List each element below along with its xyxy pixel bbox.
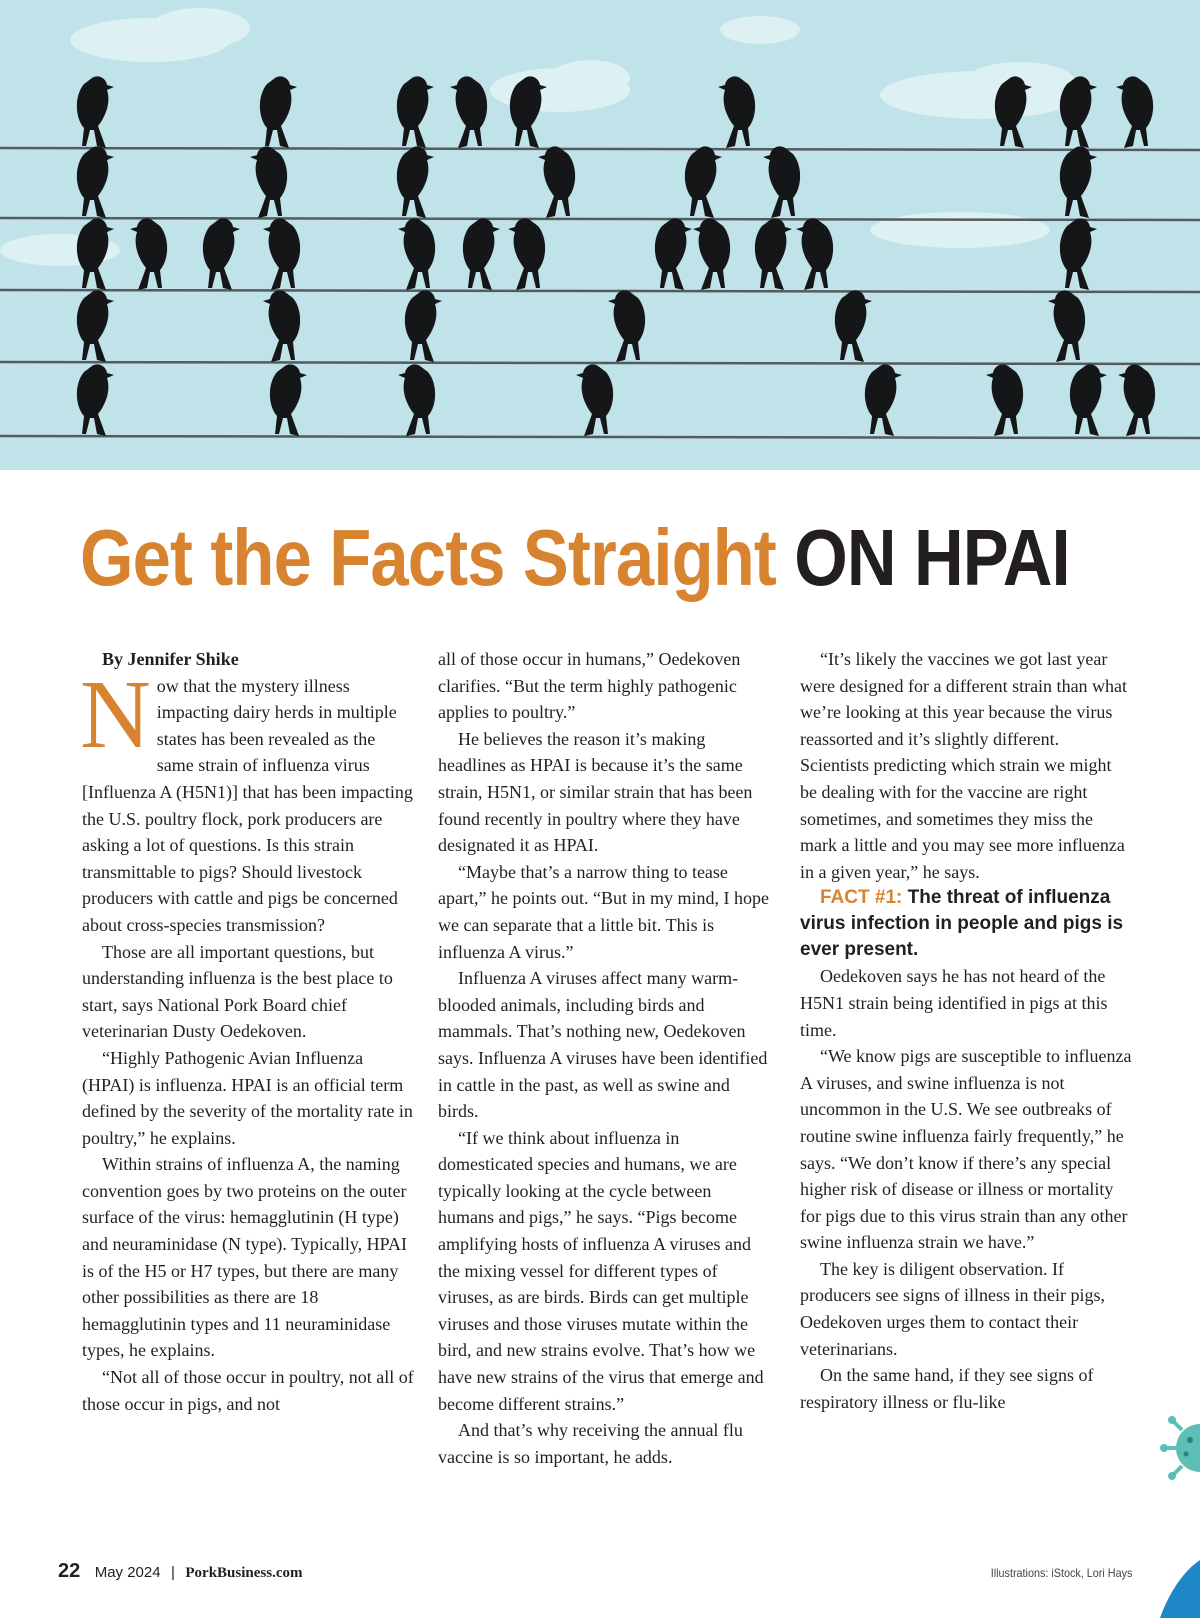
headline-part-2: ON HPAI <box>794 513 1070 602</box>
bird-silhouette <box>463 218 500 290</box>
bird-silhouette <box>77 146 114 218</box>
bird-silhouette <box>835 290 872 362</box>
page-footer <box>58 1560 302 1583</box>
bird-silhouette <box>755 218 792 290</box>
paragraph-10: “If we think about influenza in domesticated species and humans, we are typically looking at the cycle between humans and pigs,” he says. “Pigs become amplifying hosts of influenza A viruses and the mixing vessel for different types of viruses, as are birds. Birds can get multiple viruses and those viruses mutate within the bird, and new strains evolve. That’s how we have new strains of the virus that emerge and become different strains.” <box>438 1127 764 1414</box>
footer-separator: | <box>171 1564 175 1581</box>
bird-silhouette <box>608 290 645 362</box>
paragraph-2: Those are all important questions, but understanding influenza is the best place to start, says National Pork Board chief veterinarian Dusty Oedekoven. <box>82 941 393 1042</box>
website-link[interactable]: PorkBusiness.com <box>185 1565 303 1581</box>
bird-silhouette <box>77 76 114 148</box>
paragraph-12: “It’s likely the vaccines we got last year were designed for a different strain than what we’re looking at this year because the virus reassorted and it’s slightly different. Scientists predicting which strain we might be dealing with for the vaccine are right sometimes, and sometimes they miss the mark a little and you may see more influenza in a given year,” he says. <box>800 649 1128 882</box>
paragraph-9: Influenza A viruses affect many warm-blooded animals, including birds and mammals. That’s nothing new, Oedekoven says. Influenza A viruses have been identified in cattle in the past, as well as swine and birds. <box>438 968 768 1122</box>
bird-silhouette <box>1118 364 1155 436</box>
corner-accent-shape <box>1150 1560 1200 1618</box>
power-line-5 <box>0 436 1200 438</box>
bird-silhouette <box>1060 146 1097 218</box>
bird-silhouette <box>130 218 167 290</box>
paragraph-6: all of those occur in humans,” Oedekoven clarifies. “But the term highly pathogenic applies to poultry.” <box>438 649 741 723</box>
article-headline <box>80 508 1070 608</box>
bird-silhouette <box>1048 290 1085 362</box>
paragraph-15: The key is diligent observation. If producers see signs of illness in their pigs, Oedekoven urges them to contact their veterinarians. <box>800 1258 1105 1359</box>
column-2 <box>438 646 770 1470</box>
bird-silhouette <box>203 218 240 290</box>
bird-silhouette <box>270 364 307 436</box>
virus-icon <box>1160 1408 1200 1488</box>
fact-label: FACT #1: <box>820 887 903 909</box>
power-line-3 <box>0 290 1200 292</box>
bird-silhouette <box>986 364 1023 436</box>
paragraph-5: “Not all of those occur in poultry, not all of those occur in pigs, and not <box>82 1367 414 1414</box>
bird-silhouette <box>77 364 114 436</box>
bird-silhouette <box>1060 76 1097 148</box>
bird-silhouette <box>1116 76 1153 148</box>
paragraph-3: “Highly Pathogenic Avian Influenza (HPAI) is influenza. HPAI is an official term defined by the severity of the mortality rate in poultry,” he explains. <box>82 1047 413 1148</box>
bird-silhouette <box>508 218 545 290</box>
bird-silhouette <box>398 218 435 290</box>
birds-on-wires-illustration <box>0 0 1200 470</box>
bird-silhouette <box>796 218 833 290</box>
bird-silhouette <box>398 364 435 436</box>
headline-part-1: Get the Facts Straight <box>80 513 776 602</box>
paragraph-11: And that’s why receiving the annual flu vaccine is so important, he adds. <box>438 1420 743 1467</box>
bird-silhouette <box>576 364 613 436</box>
bird-silhouette <box>263 218 300 290</box>
paragraph-8: “Maybe that’s a narrow thing to tease apart,” he points out. “But in my mind, I hope we can separate that a little bit. This is influenza A virus.” <box>438 861 769 962</box>
bird-silhouette <box>405 290 442 362</box>
page-number: 22 <box>58 1560 81 1582</box>
paragraph-1 <box>80 660 414 939</box>
bird-silhouette <box>263 290 300 362</box>
paragraph-1-text: ow that the mystery illness impacting dairy herds in multiple states has been revealed as the same strain of influenza virus [Influenza A (H5N1)] that has been impacting the U.S. poultry flock, pork producers are asking a lot of questions. Is this strain transmittable to pigs? Should livestock producers with cattle and pigs be concerned about cross-species transmission? <box>82 675 413 935</box>
cloud-group <box>0 8 1080 266</box>
bird-silhouette <box>397 76 434 148</box>
power-line-4 <box>0 362 1200 364</box>
drop-cap: N <box>80 660 151 769</box>
issue-date: May 2024 <box>94 1564 161 1581</box>
bird-silhouette <box>1060 218 1097 290</box>
paragraph-7: He believes the reason it’s making headlines as HPAI is because it’s the same strain, H5N1, or similar strain that has been found recently in poultry where they have designated it as HPAI. <box>438 728 753 856</box>
fact-heading <box>800 885 1132 963</box>
byline: By Jennifer Shike <box>102 649 239 669</box>
bird-silhouette <box>250 146 287 218</box>
bird-silhouette <box>450 76 487 148</box>
column-1 <box>82 646 414 1417</box>
fact-text: The threat of influenza virus infection in people and pigs is ever present. <box>800 887 1124 961</box>
bird-silhouette <box>693 218 730 290</box>
bird-silhouette <box>397 146 434 218</box>
bird-silhouette <box>260 76 297 148</box>
paragraph-4: Within strains of influenza A, the naming convention goes by two proteins on the outer surface of the virus: hemagglutinin (H type) and neuraminidase (N type). Typically, HPAI is of the H5 or H7 types, but there are many other possibilities as there are 18 hemagglutinin types and 11 neuraminidase types, he explains. <box>82 1154 408 1361</box>
bird-silhouette <box>77 290 114 362</box>
paragraph-16: On the same hand, if they see signs of respiratory illness or flu-like <box>800 1365 1094 1412</box>
bird-silhouette <box>510 76 547 148</box>
bird-silhouette <box>538 146 575 218</box>
hero-illustration <box>0 0 1200 470</box>
paragraph-13: Oedekoven says he has not heard of the H5N1 strain being identified in pigs at this time. <box>800 966 1108 1040</box>
paragraph-14: “We know pigs are susceptible to influenza A viruses, and swine influenza is not uncommon in the U.S. We see outbreaks of routine swine influenza fairly frequently,” he says. “We don’t know if there’s any special higher risk of disease or illness or mortality for pigs due to this virus strain than any other swine influenza strain we have.” <box>800 1046 1132 1253</box>
bird-silhouette <box>655 218 692 290</box>
bird-silhouette <box>718 76 755 148</box>
bird-silhouettes <box>77 76 1155 436</box>
bird-silhouette <box>763 146 800 218</box>
column-3 <box>800 646 1132 1415</box>
power-line-1 <box>0 148 1200 150</box>
bird-silhouette <box>1070 364 1107 436</box>
illustration-credit: Illustrations: iStock, Lori Hays <box>990 1566 1132 1580</box>
bird-silhouette <box>685 146 722 218</box>
bird-silhouette <box>865 364 902 436</box>
